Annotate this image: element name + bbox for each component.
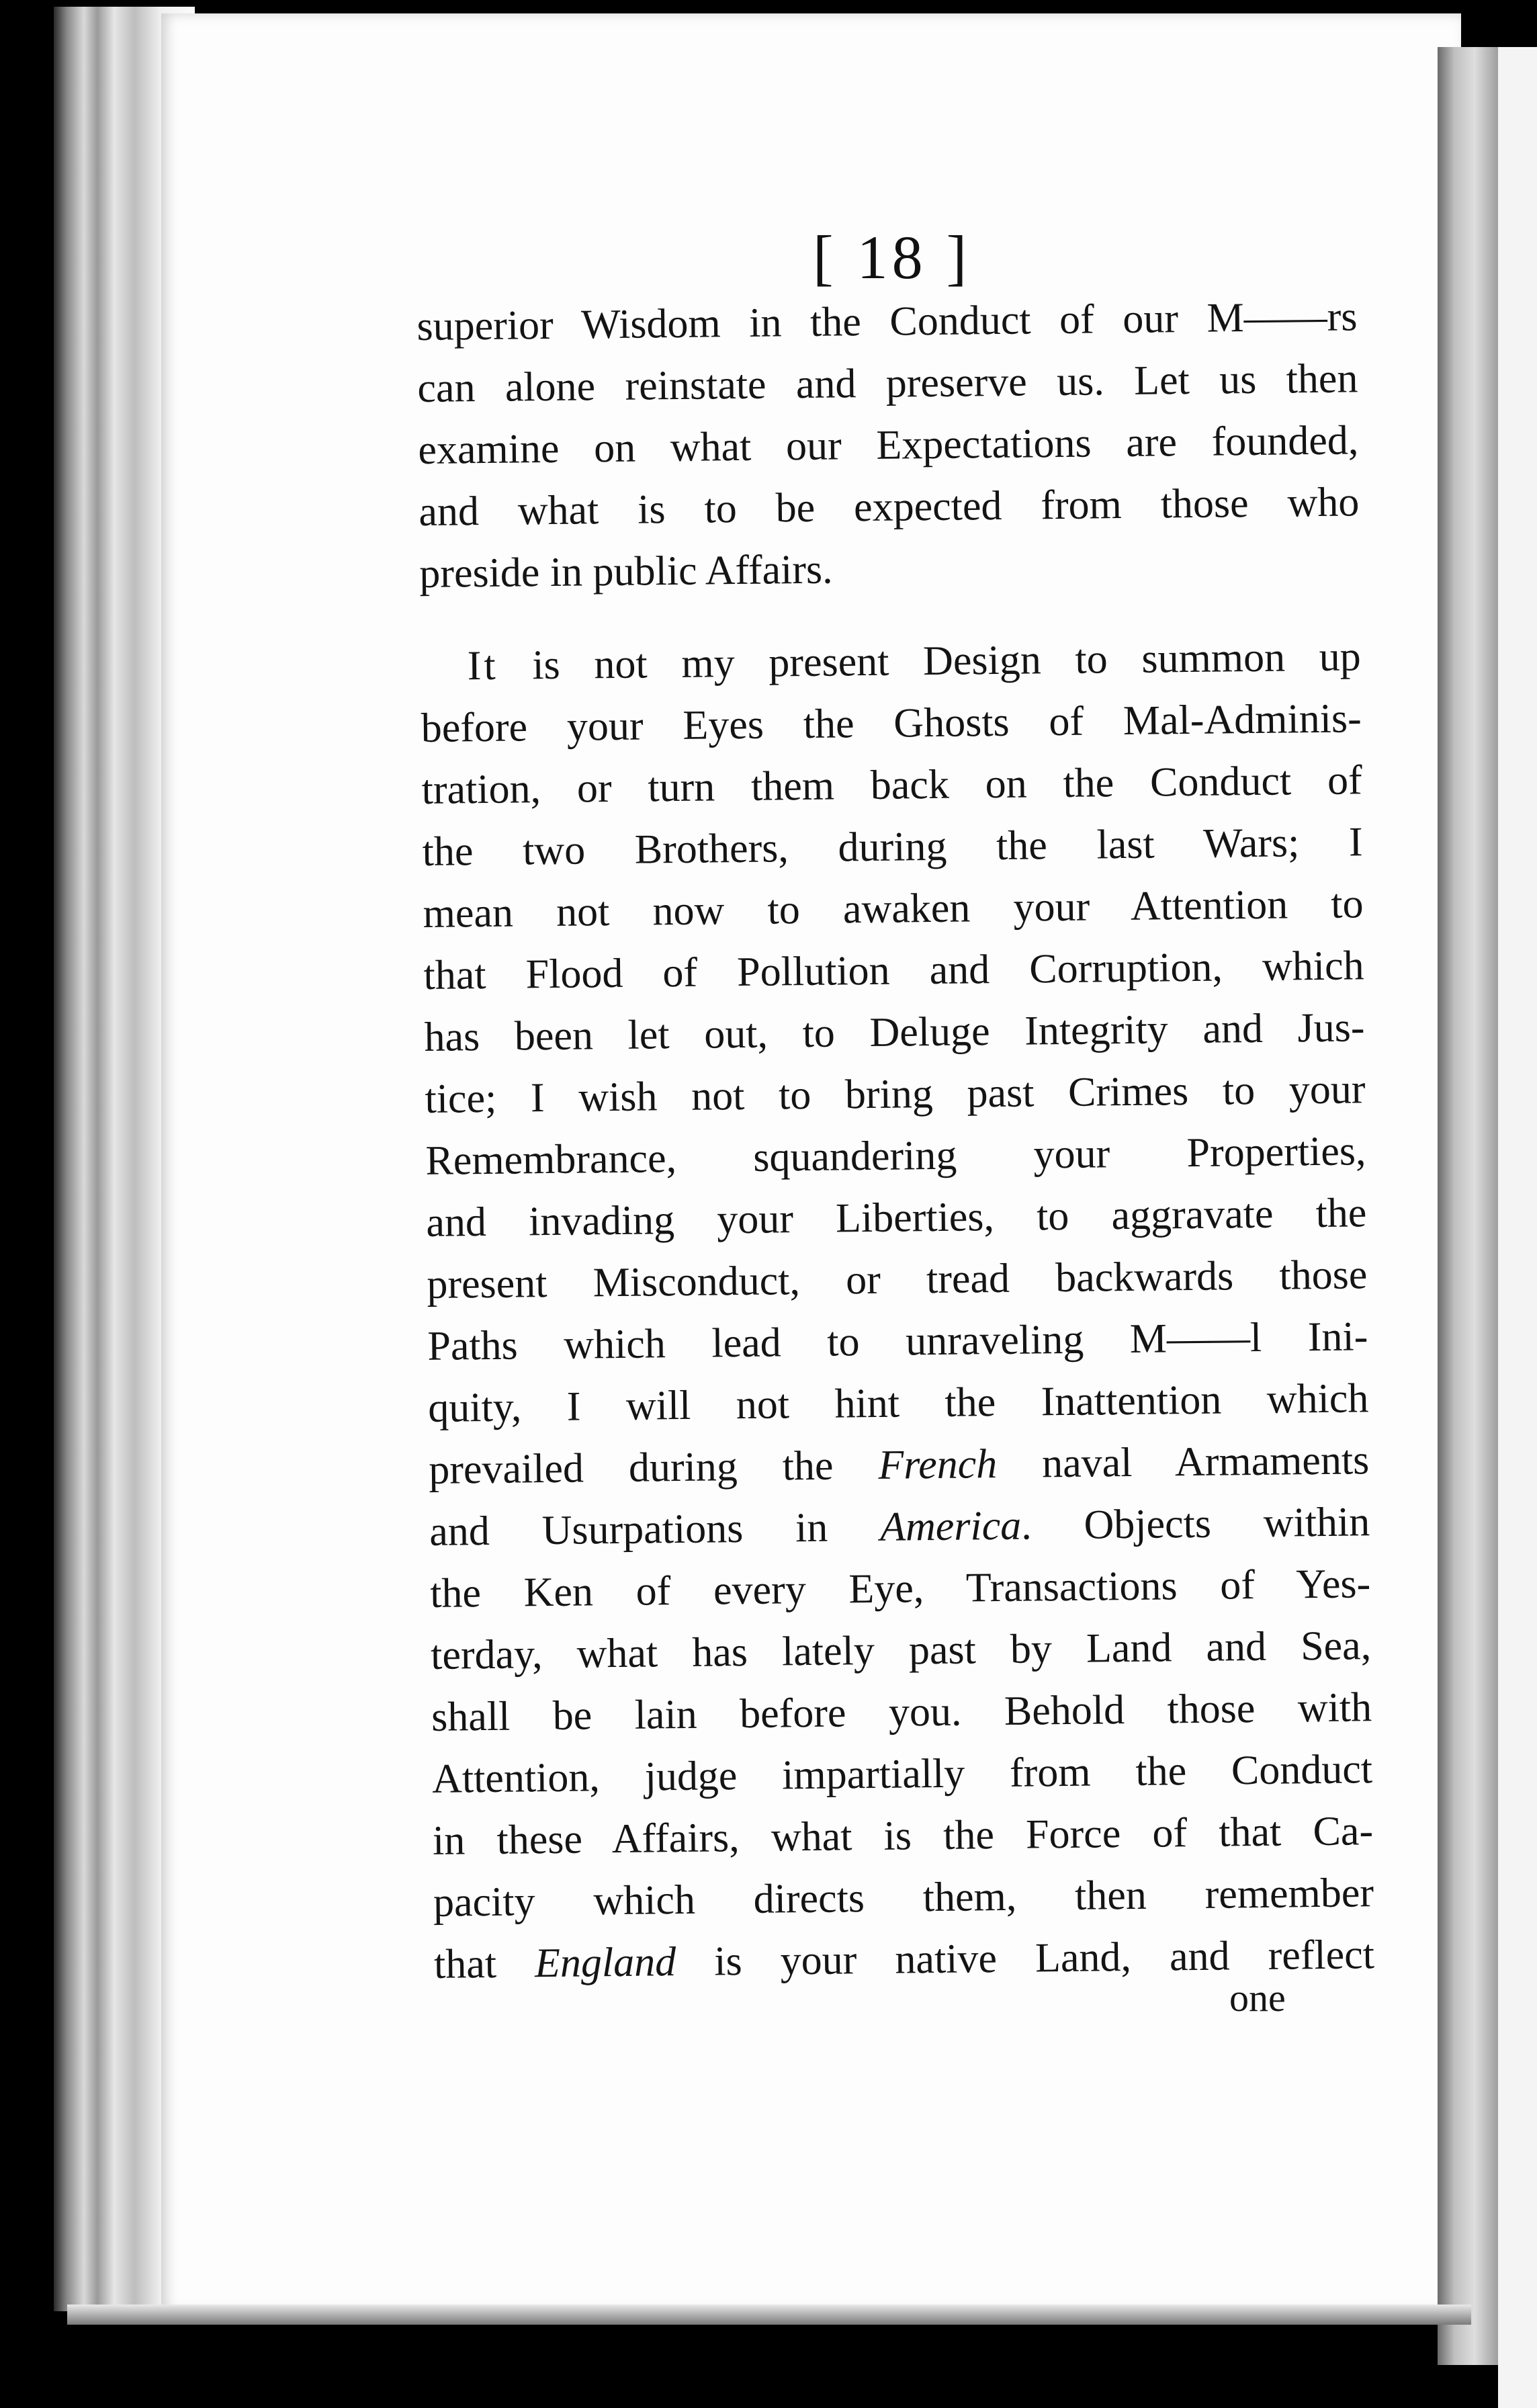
text-line: and invading your Liberties, to aggravate the <box>426 1190 1367 1246</box>
paragraph-2 <box>420 626 1374 1995</box>
italic-word: French <box>878 1441 998 1488</box>
text-line: superior Wisdom in the Conduct of our M——rs <box>416 294 1358 349</box>
text-line: and what is to be expected from those who <box>419 479 1360 535</box>
text-line: Remembrance, squandering your Properties, <box>425 1128 1366 1184</box>
text-line: that England is your native Land, and reflect <box>433 1932 1375 1987</box>
next-page-edge <box>1438 47 1498 2365</box>
body-text <box>416 286 1374 1995</box>
text-line: prevailed during the French naval Armaments <box>428 1437 1370 1493</box>
page-number: [ 18 ] <box>813 223 971 292</box>
text-line: shall be lain before you. Behold those with <box>431 1684 1372 1740</box>
small-caps-opening: It <box>467 642 499 689</box>
text-line: can alone reinstate and preserve us. Let us then <box>417 355 1358 411</box>
text-line: quity, I will not hint the Inattention which <box>427 1375 1369 1431</box>
text-line: preside in public Affairs. <box>419 546 833 597</box>
italic-word: America <box>879 1502 1022 1550</box>
text-line: that Flood of Pollution and Corruption, which <box>423 943 1364 998</box>
first-line-rest: is not my present Design to summon up <box>498 634 1362 689</box>
text-line: terday, what has lately past by Land and Sea, <box>430 1623 1372 1678</box>
catchword: one <box>1229 1976 1286 2020</box>
text-line: has been let out, to Deluge Integrity and Jus- <box>424 1004 1365 1060</box>
text-line: pacity which directs them, then remember <box>433 1870 1374 1926</box>
text-line: present Misconduct, or tread backwards those <box>427 1252 1368 1307</box>
italic-word: England <box>534 1939 676 1987</box>
text-line-first <box>420 626 1361 697</box>
text-line: examine on what our Expectations are founded, <box>418 417 1359 473</box>
paragraph-1 <box>416 286 1360 605</box>
text-line: and Usurpations in America. Objects within <box>429 1499 1370 1555</box>
page-bottom-edge <box>67 2305 1471 2325</box>
text-line: before your Eyes the Ghosts of Mal-Adminis- <box>421 695 1362 751</box>
text-line: the two Brothers, during the last Wars; I <box>422 819 1363 875</box>
text-line: tration, or turn them back on the Conduct of <box>421 757 1362 813</box>
text-line: Attention, judge impartially from the Conduct <box>431 1746 1373 1802</box>
text-line: the Ken of every Eye, Transactions of Yes- <box>429 1561 1371 1617</box>
text-line: Paths which lead to unraveling M——l Ini- <box>427 1314 1368 1369</box>
text-line: tice; I wish not to bring past Crimes to your <box>425 1066 1366 1122</box>
facing-page-sliver <box>1498 47 1537 2408</box>
text-line: mean not now to awaken your Attention to <box>423 881 1364 937</box>
text-line: in these Affairs, what is the Force of that Ca- <box>432 1808 1374 1864</box>
